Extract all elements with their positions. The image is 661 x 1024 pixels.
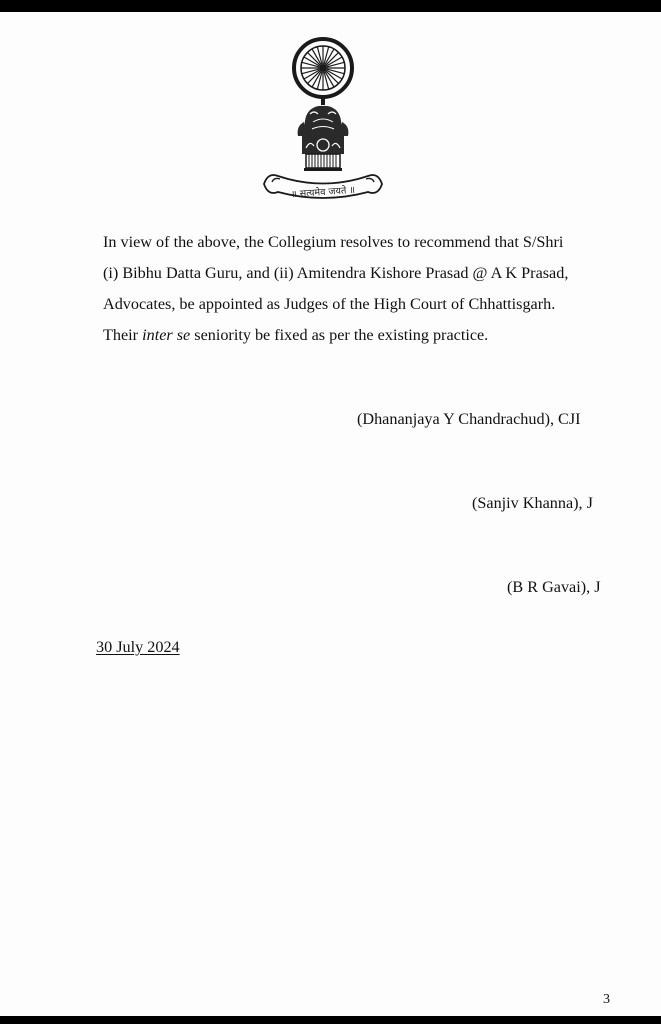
resolution-line-4-end: seniority be fixed as per the existing practice. bbox=[190, 326, 489, 344]
signatory-gavai: (B R Gavai), J bbox=[507, 578, 601, 596]
resolution-line-2: (i) Bibhu Datta Guru, and (ii) Amitendra Kishore Prasad @ A K Prasad, bbox=[103, 264, 569, 282]
document-page bbox=[0, 12, 661, 1016]
signatory-cji: (Dhananjaya Y Chandrachud), CJI bbox=[357, 410, 581, 428]
supreme-court-emblem-icon bbox=[258, 36, 388, 211]
document-date: 30 July 2024 bbox=[96, 638, 180, 656]
resolution-line-4-start: Their bbox=[103, 326, 143, 344]
resolution-paragraph bbox=[103, 227, 615, 351]
emblem-motto: ॥ सत्यमेव जयते ॥ bbox=[290, 184, 356, 201]
resolution-line-4 bbox=[103, 320, 615, 351]
resolution-line-1: In view of the above, the Collegium resolves to recommend that S/Shri bbox=[103, 233, 564, 251]
resolution-line-4-italic: inter se bbox=[142, 326, 191, 344]
page-number: 3 bbox=[603, 992, 610, 1007]
signatory-khanna: (Sanjiv Khanna), J bbox=[472, 494, 593, 512]
resolution-line-3: Advocates, be appointed as Judges of the High Court of Chhattisgarh. bbox=[103, 295, 556, 313]
